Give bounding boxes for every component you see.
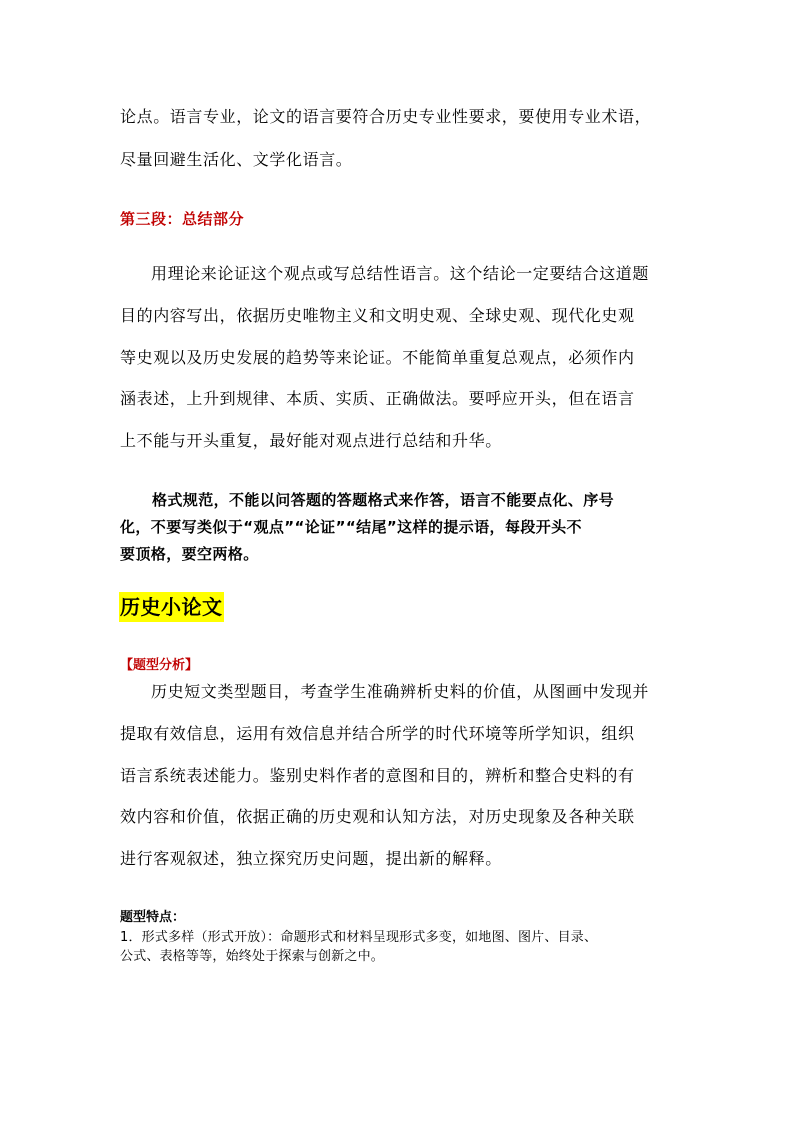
paragraph-line: 涵表述，上升到规律、本质、实质、正确做法。要呼应开头，但在语言 bbox=[120, 389, 635, 408]
features-line: 公式、表格等等，始终处于探索与创新之中。 bbox=[120, 949, 385, 964]
paragraph-line: 进行客观叙述，独立探究历史问题，提出新的解释。 bbox=[120, 849, 502, 868]
paragraph-line: 等史观以及历史发展的趋势等来论证。不能简单重复总观点，必须作内 bbox=[120, 348, 635, 367]
features-heading: 题型特点： bbox=[120, 910, 186, 925]
section-heading: 第三段：总结部分 bbox=[120, 210, 245, 228]
paragraph-line: 语言系统表述能力。鉴别史料作者的意图和目的，辨析和整合史料的有 bbox=[120, 766, 635, 785]
format-note-line: 化，不要写类似于“观点”“论证”“结尾”这样的提示语，每段开头不 bbox=[120, 518, 582, 536]
paragraph-line: 论点。语言专业，论文的语言要符合历史专业性要求，要使用专业术语， bbox=[120, 107, 652, 126]
paragraph-line: 历史短文类型题目，考查学生准确辨析史料的价值，从图画中发现并 bbox=[151, 682, 650, 701]
highlighted-section-title: 历史小论文 bbox=[119, 592, 224, 622]
paragraph-line: 尽量回避生活化、文学化语言。 bbox=[120, 150, 353, 169]
format-note-line: 要顶格，要空两格。 bbox=[120, 545, 259, 563]
format-note-line: 格式规范，不能以问答题的答题格式来作答，语言不能要点化、序号 bbox=[152, 491, 615, 509]
analysis-tag: 【题型分析】 bbox=[120, 658, 199, 673]
paragraph-line: 上不能与开头重复，最好能对观点进行总结和升华。 bbox=[120, 431, 502, 450]
paragraph-line: 提取有效信息，运用有效信息并结合所学的时代环境等所学知识，组织 bbox=[120, 724, 635, 743]
paragraph-line: 用理论来论证这个观点或写总结性语言。这个结论一定要结合这道题 bbox=[151, 264, 650, 283]
features-line: 1．形式多样（形式开放）：命题形式和材料呈现形式多变，如地图、图片、目录、 bbox=[120, 930, 598, 945]
paragraph-line: 目的内容写出，依据历史唯物主义和文明史观、全球史观、现代化史观 bbox=[120, 306, 635, 325]
paragraph-line: 效内容和价值，依据正确的历史观和认知方法，对历史现象及各种关联 bbox=[120, 807, 635, 826]
